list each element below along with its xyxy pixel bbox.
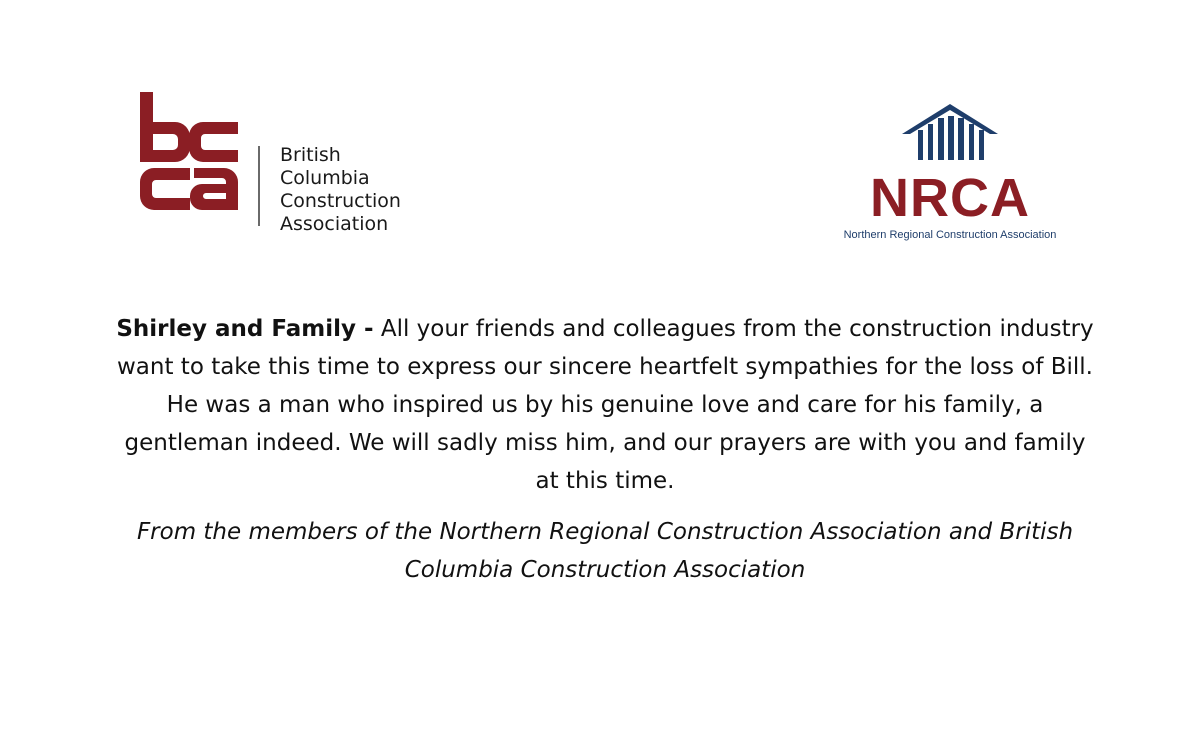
bcca-name-line: Association [280, 213, 389, 235]
bcca-name-line: Construction [280, 190, 401, 212]
message-body: All your friends and colleagues from the construction industry want to take this time to express our sincere heartfelt sympathies for the loss of Bill. He was a man who inspired us by his genuine love and care for his family, a gentleman indeed. We will sadly miss him, and our prayers are with you and family at this time. [116, 316, 1094, 494]
bcca-logo-divider [258, 146, 260, 226]
bcca-logo-mark [138, 92, 242, 238]
nrca-logo [834, 104, 1066, 246]
condolence-message [110, 310, 1100, 500]
bcca-logo-name [280, 144, 401, 236]
nrca-wordmark: NRCA [870, 168, 1030, 228]
message-signature: From the members of the Northern Regional Construction Association and British Columbia Construction Association [136, 519, 1074, 583]
message-salutation: Shirley and Family - [116, 316, 374, 342]
nrca-building-icon [902, 104, 998, 168]
bcca-name-line: British [280, 144, 341, 166]
bcca-name-line: Columbia [280, 167, 370, 189]
nrca-full-name: Northern Regional Construction Association [843, 229, 1057, 241]
bcca-logo [138, 92, 428, 238]
